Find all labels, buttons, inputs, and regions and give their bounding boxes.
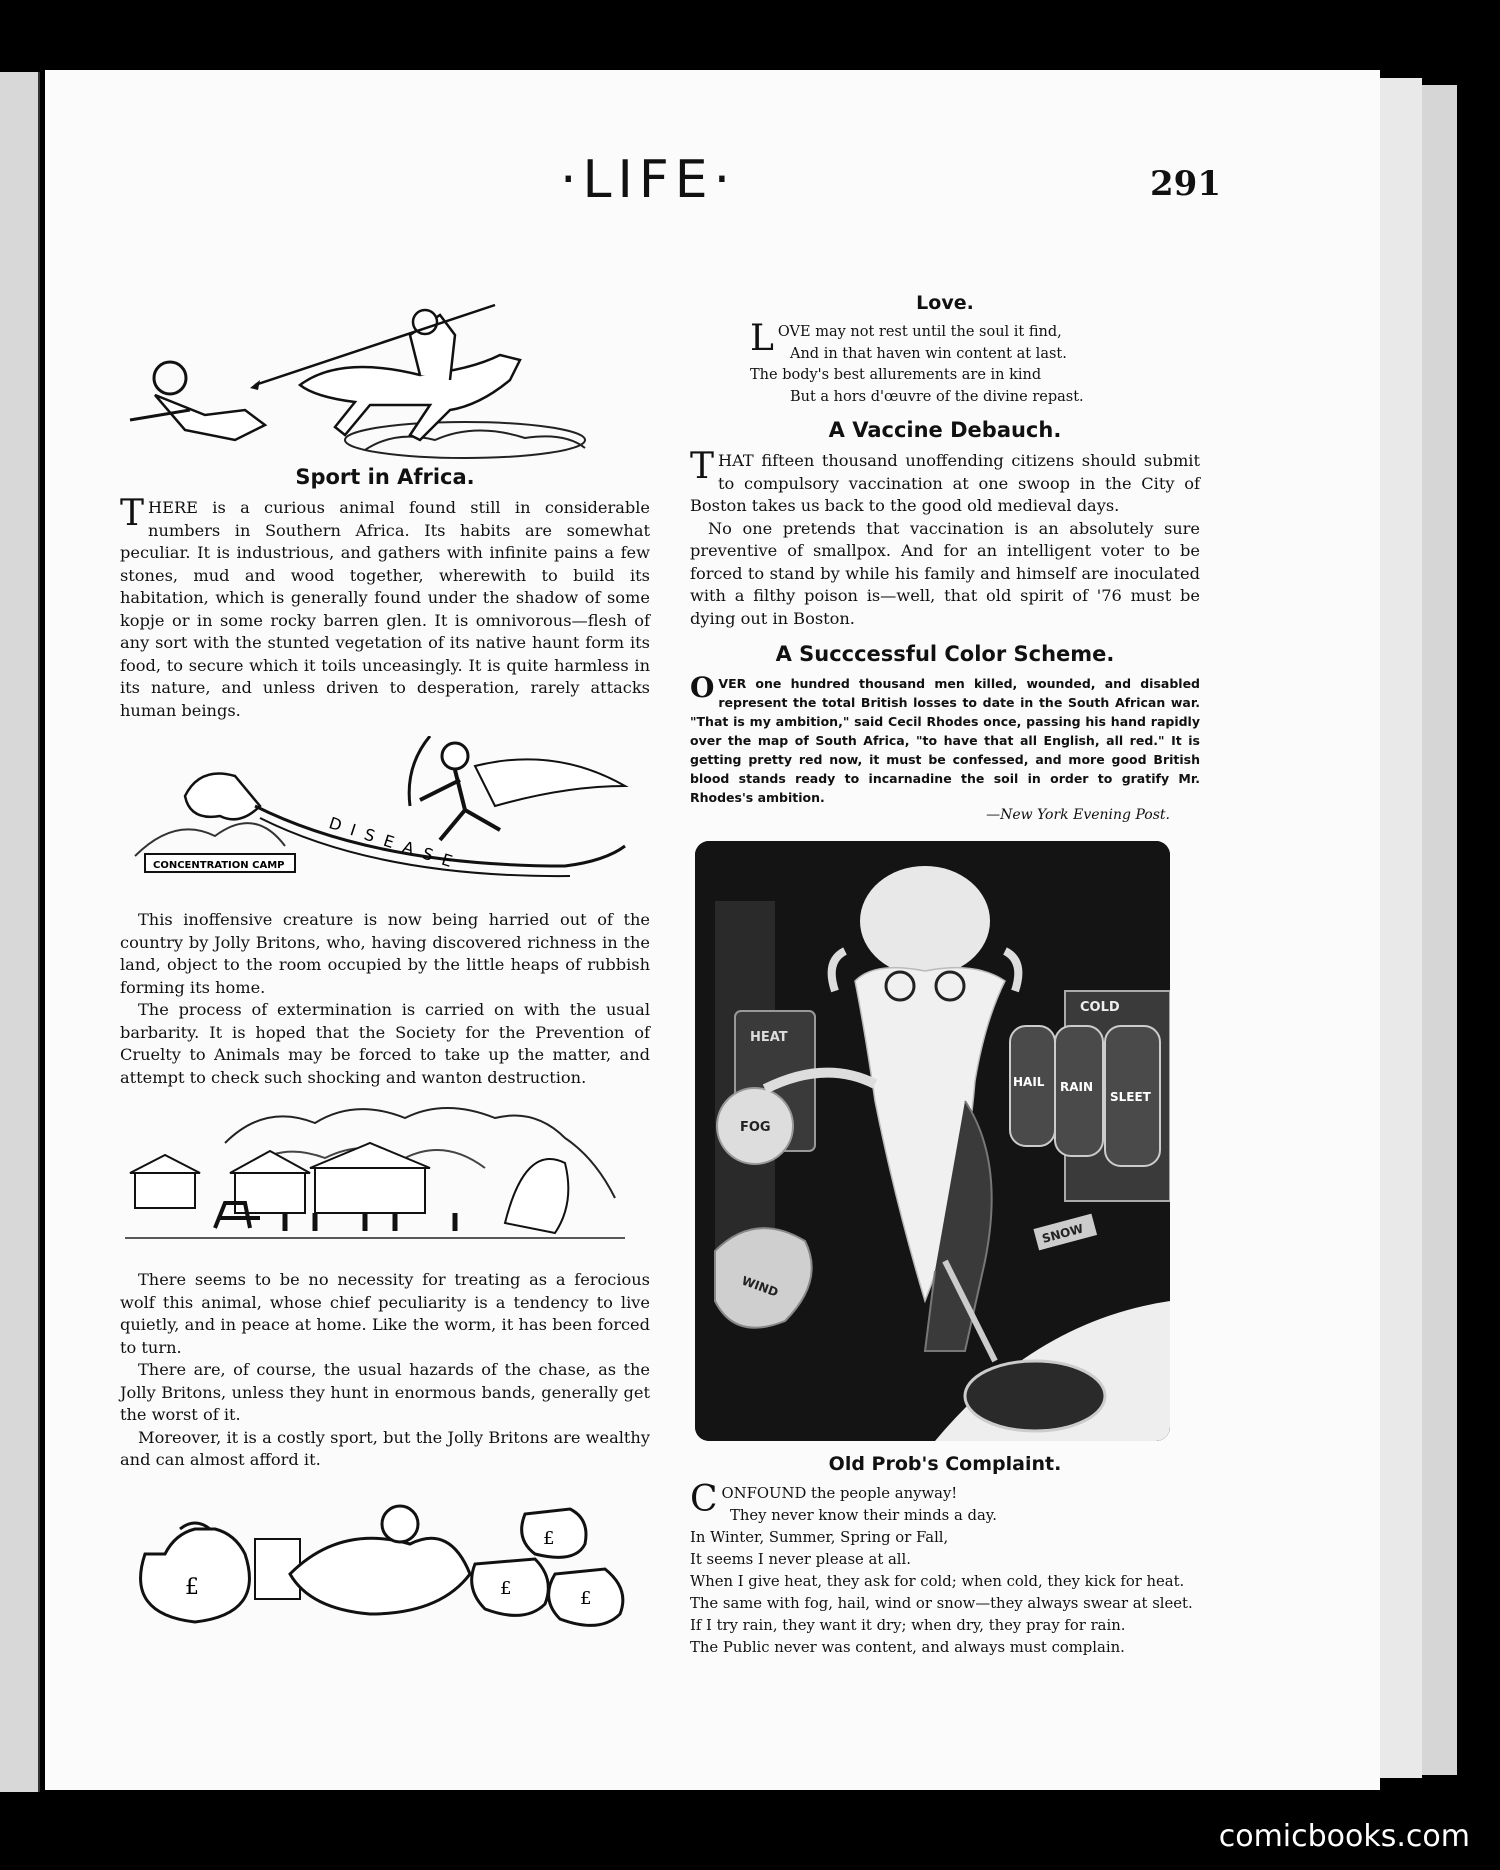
disease-banner-text: DISEASE bbox=[326, 813, 465, 875]
pound-symbol: £ bbox=[500, 1577, 512, 1599]
drop-cap: T bbox=[120, 493, 145, 534]
old-prob-cartoon bbox=[695, 841, 1170, 1441]
sport-paragraph: HERE is a curious animal found still in considerable numbers in Southern Africa. Its habits are somewhat peculiar. It is industrious, and gathers with infinite pains a few stones, mud and wood together, wherewith to build its habitation, which is generally found under the shadow of some kopje or in some rocky barren glen. It is omnivorous—flesh of any sort with the stunted vegetation of its native haunt form its food, to secure which it toils unceasingly. It is quite harmless in its nature, and unless driven to desperation, rarely attacks human beings. bbox=[120, 498, 650, 720]
masthead: ·LIFE· bbox=[560, 150, 737, 210]
poem-line: It seems I never please at all. bbox=[690, 1551, 911, 1568]
watermark: comicbooks.com bbox=[1218, 1819, 1470, 1854]
poem-line: And in that haven win content at last. bbox=[790, 345, 1067, 362]
poem-line: In Winter, Summer, Spring or Fall, bbox=[690, 1529, 949, 1546]
hunter-illustration bbox=[125, 300, 645, 465]
oldprob-title: Old Prob's Complaint. bbox=[828, 1453, 1062, 1475]
cartoon-label-cold: COLD bbox=[1080, 1000, 1120, 1015]
vaccine-paragraph: HAT fifteen thousand unoffending citizens should submit to compulsory vaccination at one swoop in the City of Boston takes us back to the good old medieval days. bbox=[690, 451, 1200, 515]
drop-cap: O bbox=[690, 671, 715, 704]
sport-paragraph: The process of extermination is carried on with the usual barbarity. It is hoped that the Society for the Prevention of Cruelty to Animals may be forced to take up the matter, and attempt to check such shocking and wanton destruction. bbox=[120, 1000, 650, 1087]
cartoon-label-snow: SNOW bbox=[1040, 1221, 1085, 1246]
sport-paragraph: There are, of course, the usual hazards of the chase, as the Jolly Britons, unless they hunt in enormous bands, generally get the worst of it. bbox=[120, 1360, 650, 1424]
pound-symbol: £ bbox=[543, 1527, 555, 1549]
poem-line: ONFOUND the people anyway! bbox=[721, 1485, 958, 1502]
sport-body-1 bbox=[120, 493, 650, 722]
cartoon-label-fog: FOG bbox=[740, 1120, 771, 1135]
love-poem bbox=[690, 318, 1200, 408]
poem-line: When I give heat, they ask for cold; when cold, they kick for heat. bbox=[690, 1573, 1185, 1590]
cartoon-label-sleet: SLEET bbox=[1110, 1090, 1151, 1104]
sport-body-2 bbox=[120, 909, 650, 1089]
drop-cap: L bbox=[750, 318, 774, 359]
cartoon-label-rain: RAIN bbox=[1060, 1080, 1094, 1094]
sport-paragraph: Moreover, it is a costly sport, but the Jolly Britons are wealthy and can almost afford it. bbox=[120, 1427, 650, 1469]
adjacent-page-edge bbox=[0, 72, 40, 1792]
sport-paragraph: This inoffensive creature is now being harried out of the country by Jolly Britons, who, having discovered richness in the land, object to the room occupied by the little heaps of rubbish forming its home. bbox=[120, 910, 650, 997]
disease-illustration bbox=[125, 736, 645, 901]
camp-label: CONCENTRATION CAMP bbox=[153, 860, 285, 871]
poem-line: If I try rain, they want it dry; when dry, they pray for rain. bbox=[690, 1617, 1126, 1634]
cartoon-label-hail: HAIL bbox=[1013, 1075, 1045, 1089]
poem-line: They never know their minds a day. bbox=[730, 1507, 997, 1524]
love-title: Love. bbox=[916, 292, 974, 314]
oldprob-poem bbox=[690, 1479, 1200, 1659]
color-body bbox=[690, 671, 1200, 807]
color-credit: —New York Evening Post. bbox=[986, 807, 1170, 823]
cartoon-label-wind: WIND bbox=[739, 1273, 781, 1300]
pound-symbol: £ bbox=[185, 1574, 199, 1600]
vaccine-title: A Vaccine Debauch. bbox=[828, 418, 1062, 442]
vaccine-paragraph: No one pretends that vaccination is an absolutely sure preventive of smallpox. And for an intelligent voter to be forced to stand by while his family and himself are inoculated with a filthy poison is—well, that old spirit of '76 must be dying out in Boston. bbox=[690, 518, 1200, 628]
drop-cap: C bbox=[690, 1479, 718, 1520]
poem-line: OVE may not rest until the soul it find, bbox=[777, 324, 1062, 340]
color-title: A Succcessful Color Scheme. bbox=[775, 642, 1115, 666]
pound-symbol: £ bbox=[580, 1587, 592, 1609]
vaccine-body bbox=[690, 446, 1200, 630]
drop-cap: T bbox=[690, 446, 715, 487]
right-column bbox=[690, 292, 1200, 1659]
page-number: 291 bbox=[1150, 164, 1221, 204]
money-bags-illustration bbox=[125, 1484, 645, 1634]
color-paragraph: VER one hundred thousand men killed, wounded, and disabled represent the total British losses to date in the South African war. "That is my ambition," said Cecil Rhodes once, passing his hand rapidly over the map of South Africa, "to have that all English, all red." It is getting pretty red now, it must be confessed, and more good British blood stands ready to incarnadine the soil in order to gratify Mr. Rhodes's ambition. bbox=[690, 676, 1200, 805]
poem-line: But a hors d'œuvre of the divine repast. bbox=[790, 388, 1084, 405]
poem-line: The body's best allurements are in kind bbox=[750, 367, 1042, 383]
poem-line: The Public never was content, and always must complain. bbox=[690, 1639, 1125, 1656]
sport-title: Sport in Africa. bbox=[295, 465, 475, 489]
left-column bbox=[120, 300, 650, 1634]
sport-paragraph: There seems to be no necessity for treating as a ferocious wolf this animal, whose chief peculiarity is a tendency to live quietly, and in peace at home. Like the worm, it has been forced to turn. bbox=[120, 1270, 650, 1357]
burning-village-illustration bbox=[125, 1103, 645, 1253]
poem-line: The same with fog, hail, wind or snow—they always swear at sleet. bbox=[690, 1595, 1193, 1612]
sport-body-3 bbox=[120, 1269, 650, 1472]
cartoon-label-heat: HEAT bbox=[750, 1030, 788, 1045]
